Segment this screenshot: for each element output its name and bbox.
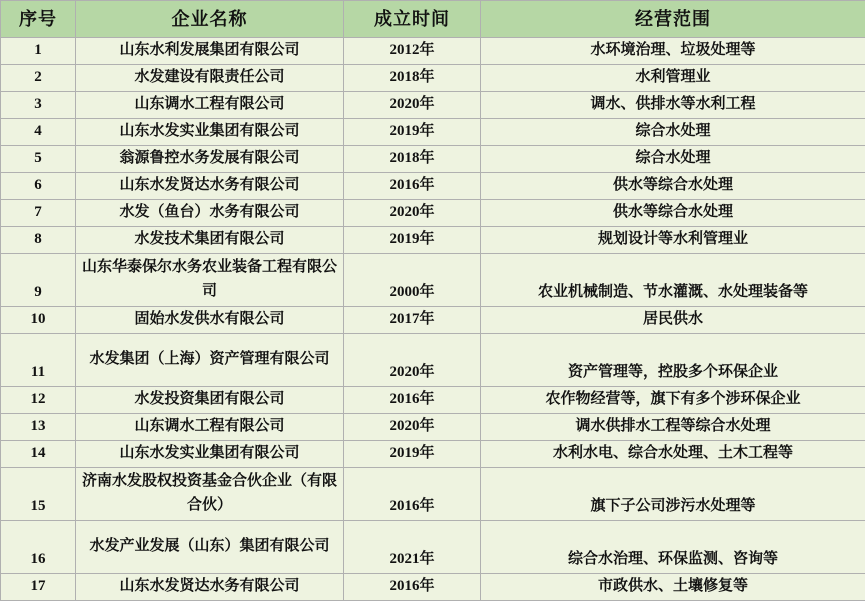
cell-founded: 2017年 (344, 307, 481, 334)
cell-name: 山东水发实业集团有限公司 (76, 441, 344, 468)
cell-scope: 供水等综合水处理 (481, 173, 865, 200)
table-row (1, 441, 865, 468)
table-row (1, 200, 865, 227)
cell-index: 13 (1, 414, 76, 441)
cell-scope: 调水、供排水等水利工程 (481, 92, 865, 119)
cell-index: 17 (1, 574, 76, 601)
cell-founded: 2020年 (344, 200, 481, 227)
cell-founded: 2020年 (344, 334, 481, 387)
header-cell-founded: 成立时间 (344, 1, 481, 38)
cell-founded: 2000年 (344, 254, 481, 307)
table-row (1, 307, 865, 334)
cell-index: 8 (1, 227, 76, 254)
cell-scope: 水利管理业 (481, 65, 865, 92)
cell-index: 14 (1, 441, 76, 468)
cell-index: 7 (1, 200, 76, 227)
cell-scope: 居民供水 (481, 307, 865, 334)
cell-index: 16 (1, 521, 76, 574)
cell-scope: 调水供排水工程等综合水处理 (481, 414, 865, 441)
cell-name: 水发投资集团有限公司 (76, 387, 344, 414)
cell-name: 山东水发贤达水务有限公司 (76, 173, 344, 200)
cell-scope: 综合水治理、环保监测、咨询等 (481, 521, 865, 574)
table-row (1, 521, 865, 574)
cell-founded: 2020年 (344, 92, 481, 119)
header-cell-index: 序号 (1, 1, 76, 38)
table-row (1, 574, 865, 601)
cell-scope: 水利水电、综合水处理、土木工程等 (481, 441, 865, 468)
table-row (1, 334, 865, 387)
cell-index: 11 (1, 334, 76, 387)
cell-scope: 供水等综合水处理 (481, 200, 865, 227)
table-row (1, 227, 865, 254)
cell-index: 5 (1, 146, 76, 173)
cell-name: 水发集团（上海）资产管理有限公司 (76, 334, 344, 387)
header-row (1, 1, 865, 38)
table-row (1, 38, 865, 65)
cell-name: 固始水发供水有限公司 (76, 307, 344, 334)
cell-scope: 市政供水、土壤修复等 (481, 574, 865, 601)
cell-founded: 2019年 (344, 119, 481, 146)
cell-scope: 规划设计等水利管理业 (481, 227, 865, 254)
table-row (1, 254, 865, 307)
cell-index: 9 (1, 254, 76, 307)
table-row (1, 65, 865, 92)
table-row (1, 92, 865, 119)
cell-name: 济南水发股权投资基金合伙企业（有限合伙） (76, 468, 344, 521)
cell-index: 10 (1, 307, 76, 334)
header-cell-scope: 经营范围 (481, 1, 865, 38)
cell-founded: 2016年 (344, 387, 481, 414)
cell-index: 15 (1, 468, 76, 521)
cell-name: 翁源鲁控水务发展有限公司 (76, 146, 344, 173)
cell-founded: 2016年 (344, 468, 481, 521)
cell-founded: 2018年 (344, 146, 481, 173)
cell-scope: 农作物经营等，旗下有多个涉环保企业 (481, 387, 865, 414)
table-row (1, 468, 865, 521)
cell-name: 山东水利发展集团有限公司 (76, 38, 344, 65)
table-row (1, 173, 865, 200)
cell-index: 3 (1, 92, 76, 119)
cell-index: 1 (1, 38, 76, 65)
cell-scope: 旗下子公司涉污水处理等 (481, 468, 865, 521)
cell-scope: 综合水处理 (481, 146, 865, 173)
cell-name: 水发技术集团有限公司 (76, 227, 344, 254)
cell-name: 山东华泰保尔水务农业装备工程有限公司 (76, 254, 344, 307)
cell-founded: 2016年 (344, 173, 481, 200)
cell-scope: 水环境治理、垃圾处理等 (481, 38, 865, 65)
cell-name: 山东水发实业集团有限公司 (76, 119, 344, 146)
cell-name: 水发建设有限责任公司 (76, 65, 344, 92)
table-row (1, 414, 865, 441)
cell-founded: 2016年 (344, 574, 481, 601)
cell-name: 山东调水工程有限公司 (76, 92, 344, 119)
cell-index: 12 (1, 387, 76, 414)
table-header (1, 1, 865, 38)
table-row (1, 119, 865, 146)
cell-index: 6 (1, 173, 76, 200)
table-row (1, 387, 865, 414)
table-row (1, 146, 865, 173)
cell-name: 水发产业发展（山东）集团有限公司 (76, 521, 344, 574)
cell-index: 4 (1, 119, 76, 146)
cell-name: 山东调水工程有限公司 (76, 414, 344, 441)
cell-founded: 2021年 (344, 521, 481, 574)
cell-scope: 综合水处理 (481, 119, 865, 146)
cell-name: 山东水发贤达水务有限公司 (76, 574, 344, 601)
cell-founded: 2019年 (344, 441, 481, 468)
cell-founded: 2020年 (344, 414, 481, 441)
cell-founded: 2019年 (344, 227, 481, 254)
cell-founded: 2012年 (344, 38, 481, 65)
table-body (1, 38, 865, 601)
cell-founded: 2018年 (344, 65, 481, 92)
cell-scope: 资产管理等，控股多个环保企业 (481, 334, 865, 387)
cell-name: 水发（鱼台）水务有限公司 (76, 200, 344, 227)
cell-index: 2 (1, 65, 76, 92)
header-cell-name: 企业名称 (76, 1, 344, 38)
cell-scope: 农业机械制造、节水灌溉、水处理装备等 (481, 254, 865, 307)
